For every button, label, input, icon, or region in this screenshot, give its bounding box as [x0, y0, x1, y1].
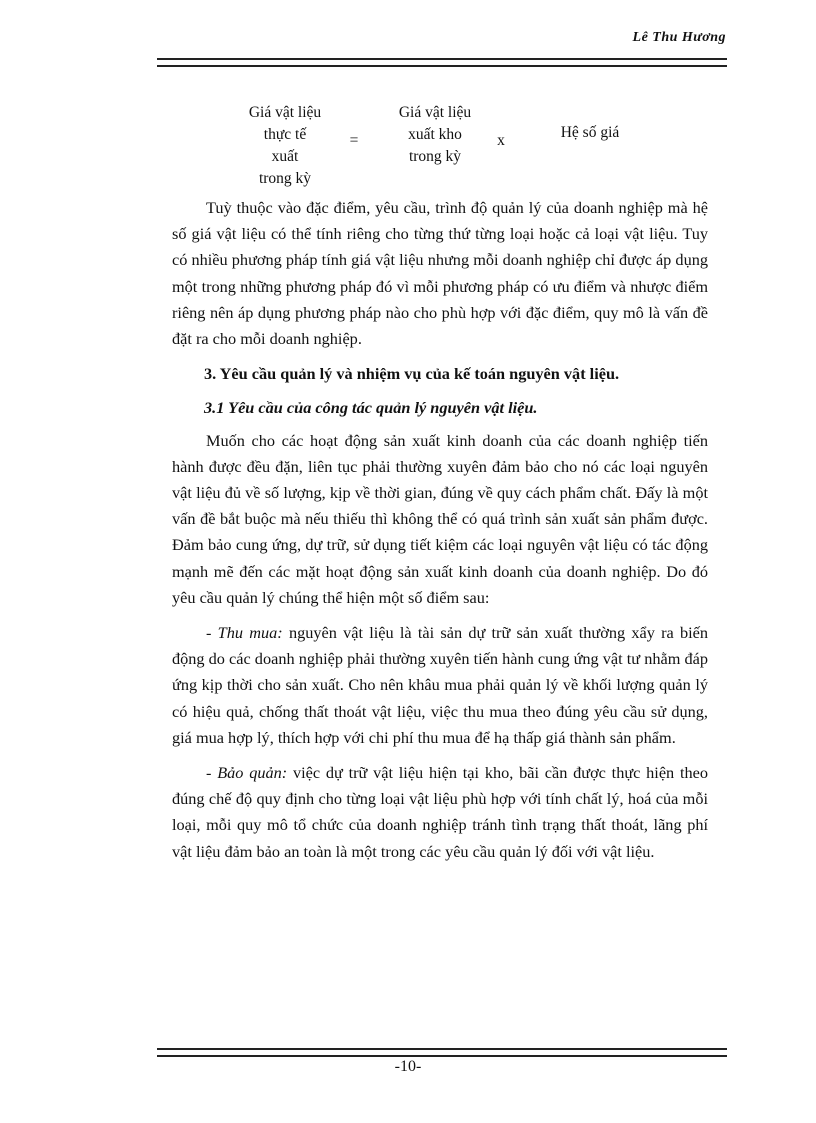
section-heading-3-1: 3.1 Yêu cầu của công tác quản lý nguyên vật liệu. [204, 398, 538, 418]
formula-left-line: trong kỳ [258, 170, 312, 187]
formula-middle-line: xuất kho [408, 126, 462, 143]
formula-right-term: Hệ số giá [560, 124, 620, 141]
formula-times: x [497, 132, 505, 149]
formula-left-line: Giá vật liệu [248, 104, 322, 121]
purchasing-text: nguyên vật liệu là tài sản dự trữ sản xuất thường xẩy ra biến động do các doanh nghiệp phải thường xuyên tiến hành cung ứng vật tư nhằm đáp ứng kịp thời cho sản xuất. Cho nên khâu mua phải quản lý về khối lượng quản lý có hiệu quả, chống thất thoát vật liệu, việc thu mua theo đúng yêu cầu sử dụng, giá mua hợp lý, thích hợp với chi phí thu mua để hạ thấp giá thành sản phẩm. [172, 623, 709, 747]
author-name: Lê Thu Hương [632, 30, 726, 45]
formula-middle-line: trong kỳ [408, 148, 462, 165]
formula-equals: = [349, 132, 359, 149]
paragraph-price-coefficient: Tuỳ thuộc vào đặc điểm, yêu cầu, trình độ quản lý của doanh nghiệp mà hệ số giá vật liệu có thể tính riêng cho từng thứ từng loại hoặc cả loại vật liệu. Tuy có nhiều phương pháp tính giá vật liệu nhưng mỗi doanh nghiệp chỉ được áp dụng một trong những phương pháp đó vì mỗi phương pháp có ưu điểm và nhược điểm riêng nên áp dụng phương pháp nào cho phù hợp với đặc điểm, quy mô là vấn đề đặt ra cho mỗi doanh nghiệp. [172, 198, 708, 349]
formula-middle-line: Giá vật liệu [398, 104, 472, 121]
purchasing-lead: - Thu mua: [206, 623, 283, 643]
footer-rule [157, 1048, 727, 1057]
paragraph-storage [172, 760, 708, 865]
price-formula [0, 102, 816, 192]
paragraph-purchasing [172, 620, 708, 751]
formula-middle-term [380, 102, 490, 168]
paragraph-requirements: Muốn cho các hoạt động sản xuất kinh doanh của các doanh nghiệp tiến hành được đều đặn, liên tục phải thường xuyên đảm bảo cho nó các loại nguyên vật liệu đủ về số lượng, kịp về thời gian, đúng về quy cách phẩm chất. Đấy là một vấn đề bắt buộc mà nếu thiếu thì không thể có quá trình sản xuất sản phẩm được. Đảm bảo cung ứng, dự trữ, sử dụng tiết kiệm các loại nguyên vật liệu có tác động mạnh mẽ đến các mặt hoạt động sản xuất kinh doanh của doanh nghiệp. Do đó yêu cầu quản lý chúng thể hiện một số điểm sau: [172, 430, 708, 607]
formula-left-term [230, 102, 340, 190]
formula-left-line: xuất [271, 148, 299, 165]
body-text [172, 195, 708, 865]
formula-left-line: thực tế [263, 126, 307, 143]
storage-lead: - Bảo quản: [206, 763, 288, 783]
header-rule [157, 58, 727, 67]
storage-text: việc dự trữ vật liệu hiện tại kho, bãi cần được thực hiện theo đúng chế độ quy định cho từng loại vật liệu phù hợp với tính chất lý, hoá của mỗi loại, mỗi quy mô tổ chức của doanh nghiệp tránh tình trạng thất thoát, lãng phí vật liệu đảm bảo an toàn là một trong các yêu cầu quản lý đối với vật liệu. [172, 763, 709, 861]
section-heading-3: 3. Yêu cầu quản lý và nhiệm vụ của kế toán nguyên vật liệu. [204, 364, 620, 384]
page-number: -10- [394, 1058, 422, 1075]
